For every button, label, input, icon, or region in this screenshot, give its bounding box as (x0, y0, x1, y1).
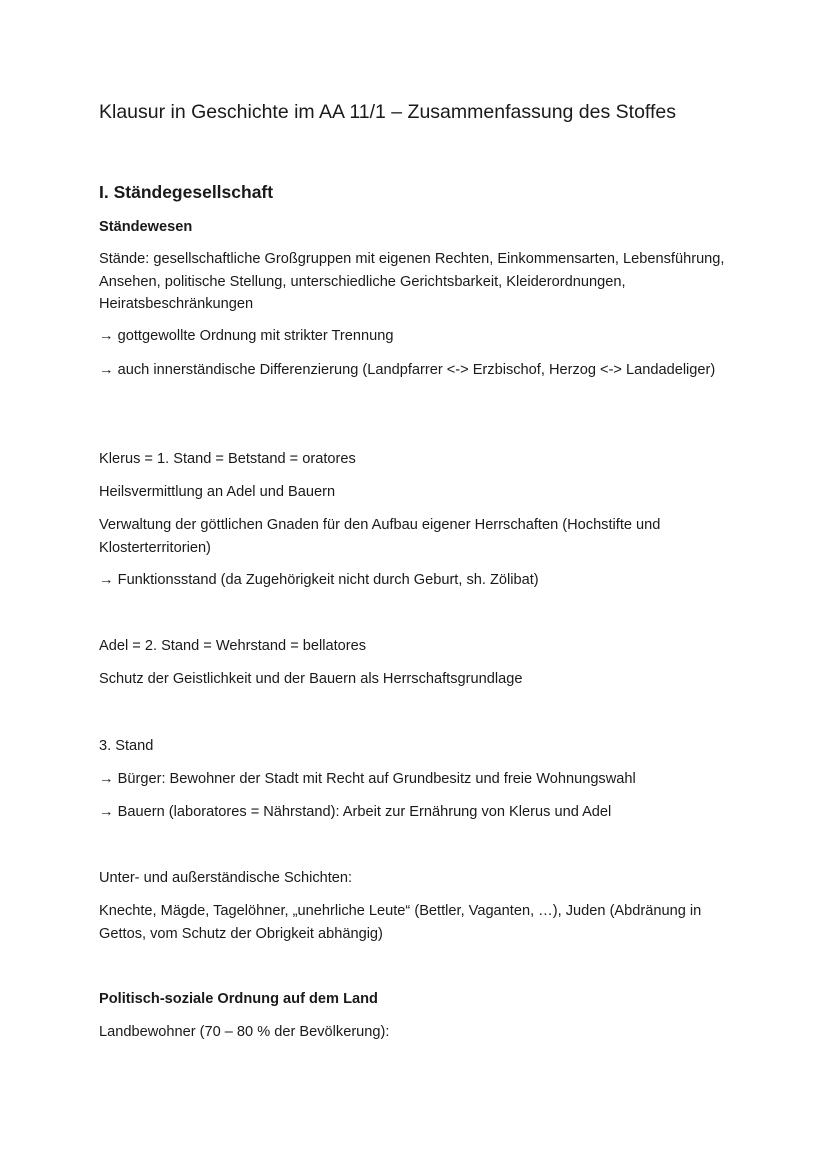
section-heading: I. Ständegesellschaft (99, 182, 274, 202)
paragraph-staende-definition: Stände: gesellschaftliche Großgruppen mit eigenen Rechten, Einkommensarten, Lebensführung, Ansehen, politische Stellung, unterschiedliche Gerichtsbarkeit, Kleiderordnungen, Heiratsbeschränkungen (99, 251, 725, 312)
paragraph-landbewohner: Landbewohner (70 – 80 % der Bevölkerung): (99, 1024, 390, 1040)
paragraph-schutz: Schutz der Geistlichkeit und der Bauern als Herrschaftsgrundlage (99, 671, 523, 687)
paragraph-gottgewollte-ordnung: → gottgewollte Ordnung mit strikter Trennung (99, 328, 394, 344)
paragraph-innerstaendische-differenzierung: → auch innerständische Differenzierung (Landpfarrer <-> Erzbischof, Herzog <-> Landadeliger) (99, 362, 716, 378)
document-title: Klausur in Geschichte im AA 11/1 – Zusammenfassung des Stoffes (99, 101, 677, 123)
paragraph-dritter-stand: 3. Stand (99, 738, 154, 754)
subheading-politisch-soziale-ordnung: Politisch-soziale Ordnung auf dem Land (99, 991, 378, 1007)
paragraph-funktionsstand: → Funktionsstand (da Zugehörigkeit nicht durch Geburt, sh. Zölibat) (99, 572, 539, 588)
paragraph-heilsvermittlung: Heilsvermittlung an Adel und Bauern (99, 484, 336, 500)
paragraph-unterschichten-heading: Unter- und außerständische Schichten: (99, 870, 353, 886)
paragraph-bauern: → Bauern (laboratores = Nährstand): Arbeit zur Ernährung von Klerus und Adel (99, 804, 612, 820)
paragraph-unterschichten-list: Knechte, Mägde, Tagelöhner, „unehrliche Leute“ (Bettler, Vaganten, …), Juden (Abdränung in Gettos, vom Schutz der Obrigkeit abhängig) (99, 903, 702, 942)
paragraph-klerus: Klerus = 1. Stand = Betstand = oratores (99, 451, 356, 467)
subheading-staendewesen: Ständewesen (99, 219, 193, 235)
paragraph-buerger: → Bürger: Bewohner der Stadt mit Recht auf Grundbesitz und freie Wohnungswahl (99, 771, 636, 787)
paragraph-verwaltung: Verwaltung der göttlichen Gnaden für den Aufbau eigener Herrschaften (Hochstifte und Klosterterritorien) (99, 517, 661, 556)
paragraph-adel: Adel = 2. Stand = Wehrstand = bellatores (99, 638, 367, 654)
